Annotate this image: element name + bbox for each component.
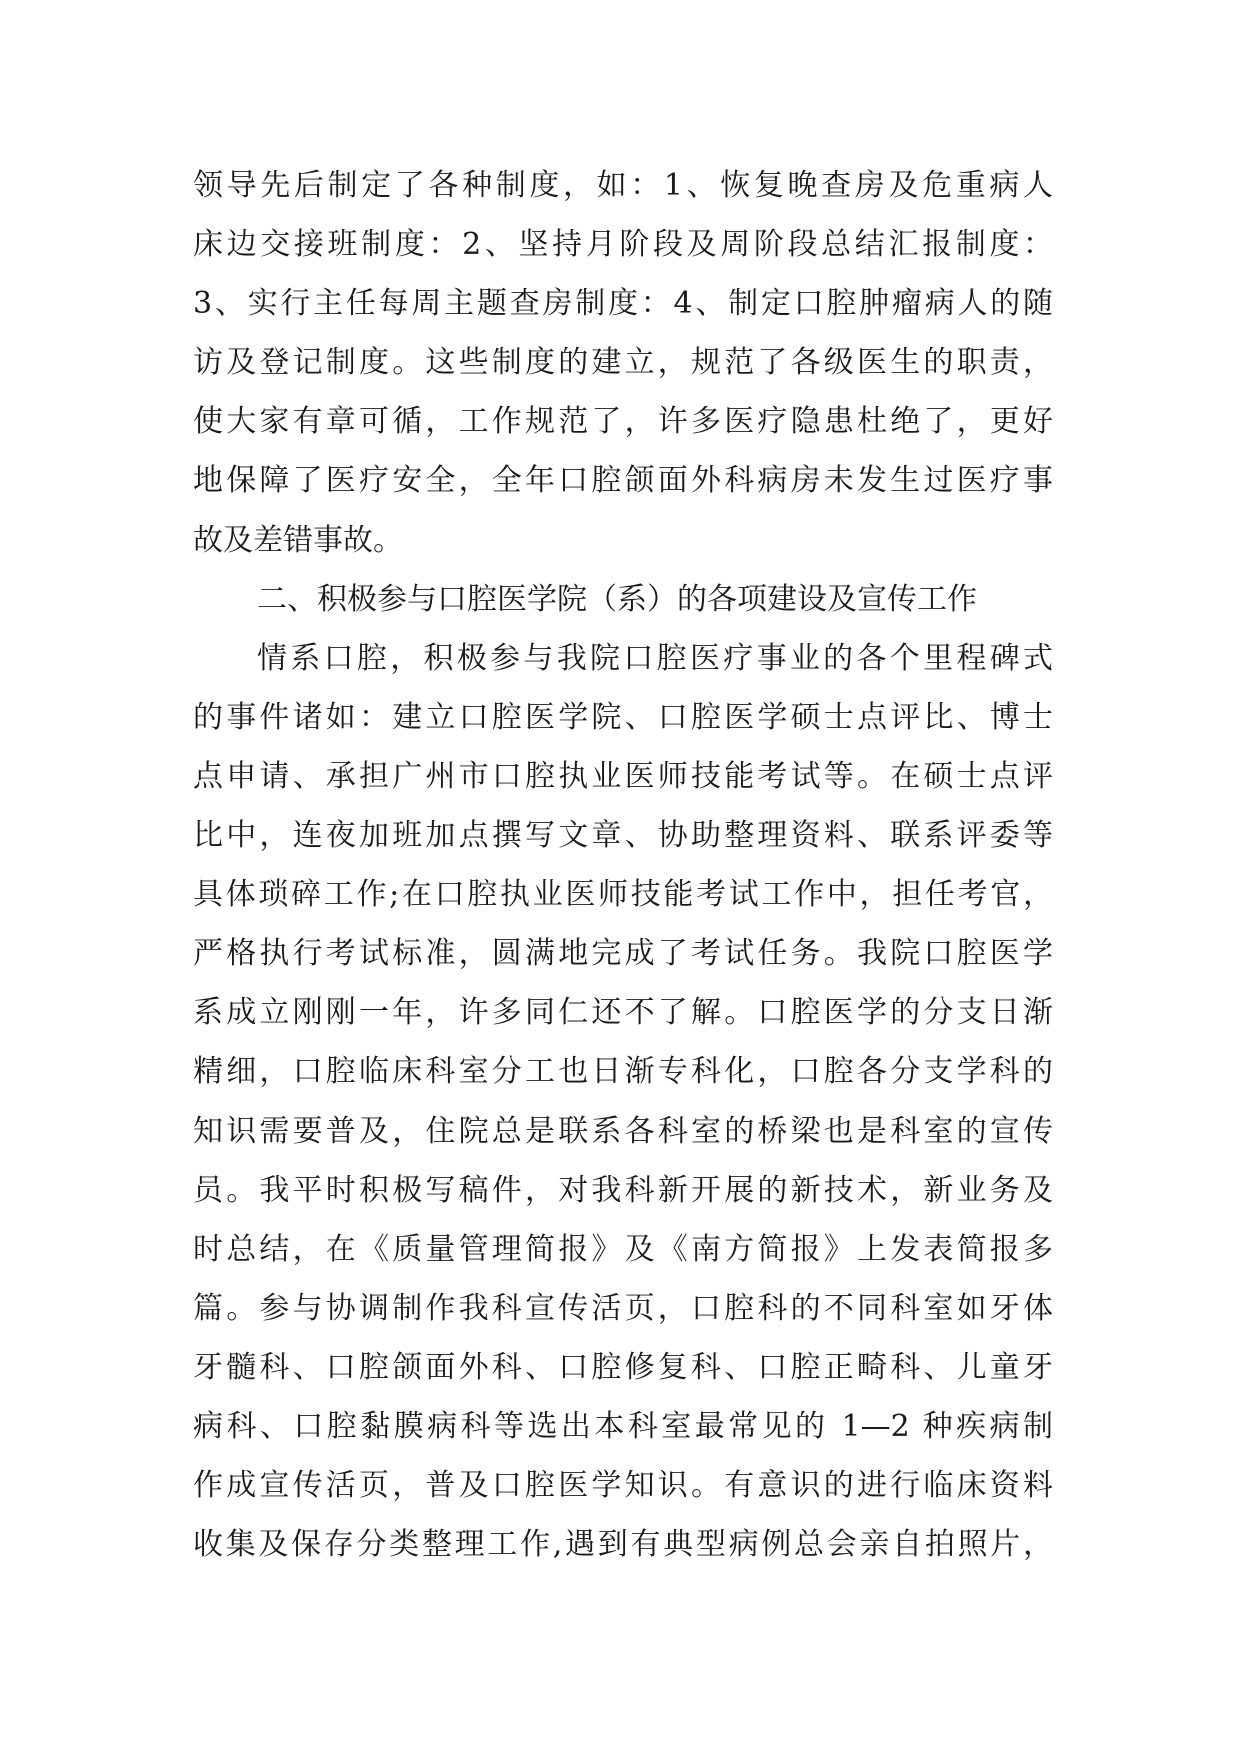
- text-line: 员。我平时积极写稿件，对我科新开展的新技术，新业务及: [193, 1172, 1053, 1208]
- text-line: 访及登记制度。这些制度的建立，规范了各级医生的职责，: [193, 345, 1053, 381]
- text-line: 牙髓科、口腔颌面外科、口腔修复科、口腔正畸科、儿童牙: [193, 1349, 1053, 1385]
- text-line: 篇。参与协调制作我科宣传活页，口腔科的不同科室如牙体: [193, 1290, 1053, 1326]
- text-line: 收集及保存分类整理工作,遇到有典型病例总会亲自拍照片，: [193, 1527, 1053, 1563]
- text-line: 知识需要普及，住院总是联系各科室的桥梁也是科室的宣传: [193, 1113, 1053, 1149]
- text-line: 具体琐碎工作;在口腔执业医师技能考试工作中，担任考官，: [193, 877, 1053, 913]
- text-line: 系成立刚刚一年，许多同仁还不了解。口腔医学的分支日渐: [193, 995, 1053, 1031]
- text-line: 精细，口腔临床科室分工也日渐专科化，口腔各分支学科的: [193, 1054, 1053, 1090]
- text-line: 严格执行考试标准，圆满地完成了考试任务。我院口腔医学: [193, 936, 1053, 972]
- text-line: 床边交接班制度：2、坚持月阶段及周阶段总结汇报制度：: [193, 227, 1053, 263]
- text-line: 作成宣传活页，普及口腔医学知识。有意识的进行临床资料: [193, 1468, 1053, 1504]
- text-line: 病科、口腔黏膜病科等选出本科室最常见的 1—2 种疾病制: [193, 1408, 1053, 1444]
- paragraph-first-line: 情系口腔，积极参与我院口腔医疗事业的各个里程碑式: [257, 640, 1053, 676]
- body-text: [193, 156, 1053, 1574]
- paragraph-first-line: 二、积极参与口腔医学院（系）的各项建设及宣传工作: [257, 581, 977, 617]
- text-line: 故及差错事故。: [193, 522, 403, 558]
- text-line: 领导先后制定了各种制度，如：1、恢复晚查房及危重病人: [193, 168, 1053, 203]
- text-line: 3、实行主任每周主题查房制度：4、制定口腔肿瘤病人的随: [193, 286, 1053, 322]
- text-line: 地保障了医疗安全，全年口腔颌面外科病房未发生过医疗事: [193, 463, 1053, 499]
- text-line: 时总结，在《质量管理简报》及《南方简报》上发表简报多: [193, 1231, 1053, 1267]
- text-line: 比中，连夜加班加点撰写文章、协助整理资料、联系评委等: [193, 818, 1053, 854]
- text-line: 的事件诸如：建立口腔医学院、口腔医学硕士点评比、博士: [193, 699, 1053, 735]
- text-line: 使大家有章可循，工作规范了，许多医疗隐患杜绝了，更好: [193, 404, 1053, 440]
- text-line: 点申请、承担广州市口腔执业医师技能考试等。在硕士点评: [193, 758, 1053, 794]
